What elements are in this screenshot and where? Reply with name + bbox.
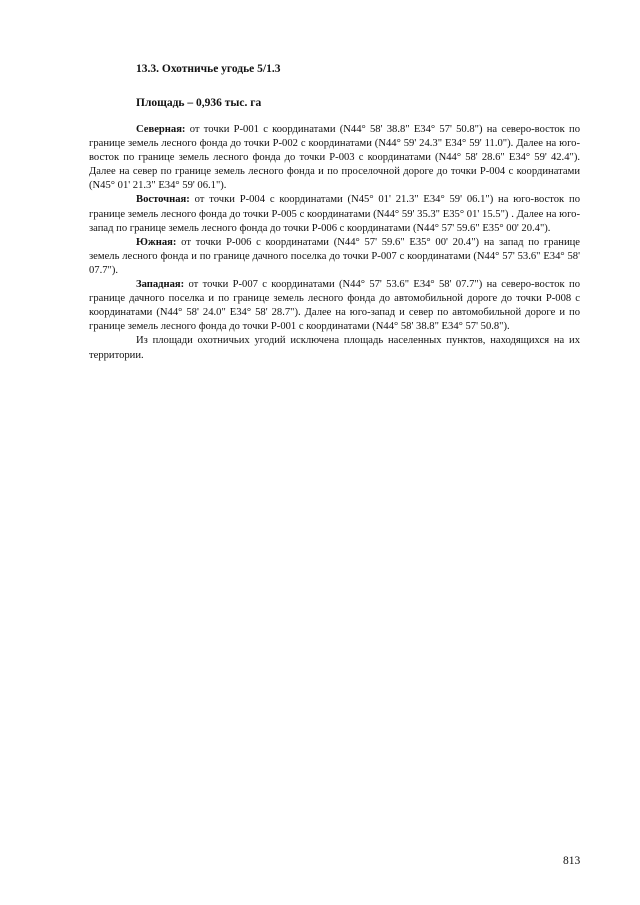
label-north: Северная: <box>136 124 186 135</box>
boundary-description <box>89 123 580 363</box>
paragraph-east <box>89 193 580 235</box>
section-title: 13.3. Охотничье угодье 5/1.3 <box>136 63 281 75</box>
paragraph-north <box>89 123 580 193</box>
label-east: Восточная: <box>136 194 190 206</box>
text-north: от точки Р-001 с координатами (N44° 58' 38.8" E34° 57' 50.8") на северо-восток по границе земель лесного фонда до точки Р-002 с координатами (N44° 59' 24.3" E34° 59' 11.0"). Далее на юго-восток по границе земель лесного фонда до точки Р-003 с координатами (N44° 58' 28.6" E34° 59' 42.4"). Далее на север по границе земель лесного фонда и по проселочной дороге до точки Р-004 с координатами (N45° 01' 21.3" E34° 59' 06.1"). <box>89 124 580 192</box>
paragraph-exclusion <box>89 334 580 362</box>
paragraph-south <box>89 236 580 278</box>
text-west: от точки Р-007 с координатами (N44° 57' 53.6" E34° 58' 07.7") на северо-восток по границе дачного поселка и по границе земель лесного фонда до автомобильной дороге до точки Р-008 с координатами (N44° 58' 24.0" E34° 58' 28.7"). Далее на юго-запад и север по автомобильной дороге и по границе земель лесного фонда до точки Р-001 с координатами (N44° 58' 38.8" E34° 57' 50.8"). <box>89 279 580 333</box>
paragraph-west <box>89 278 580 334</box>
text-south: от точки Р-006 с координатами (N44° 57' 59.6" E35° 00' 20.4") на запад по границе земель лесного фонда и по границе дачного поселка до точки Р-007 с координатами (N44° 57' 53.6" E34° 58' 07.7"). <box>89 236 580 276</box>
page-number: 813 <box>563 855 581 867</box>
text-exclusion: Из площади охотничьих угодий исключена площадь населенных пунктов, находящихся на их территории. <box>89 335 580 361</box>
area-heading: Площадь – 0,936 тыс. га <box>136 97 262 109</box>
label-west: Западная: <box>136 279 185 291</box>
text-east: от точки Р-004 с координатами (N45° 01' 21.3" E34° 59' 06.1") на юго-восток по границе земель лесного фонда до точки Р-005 с координатами (N44° 59' 35.3" E35° 01' 15.5") . Далее на юго-запад по границе земель лесного фонда до точки Р-006 с координатами (N44° 57' 59.6" E35° 00' 20.4"). <box>89 194 580 234</box>
label-south: Южная: <box>136 236 177 248</box>
